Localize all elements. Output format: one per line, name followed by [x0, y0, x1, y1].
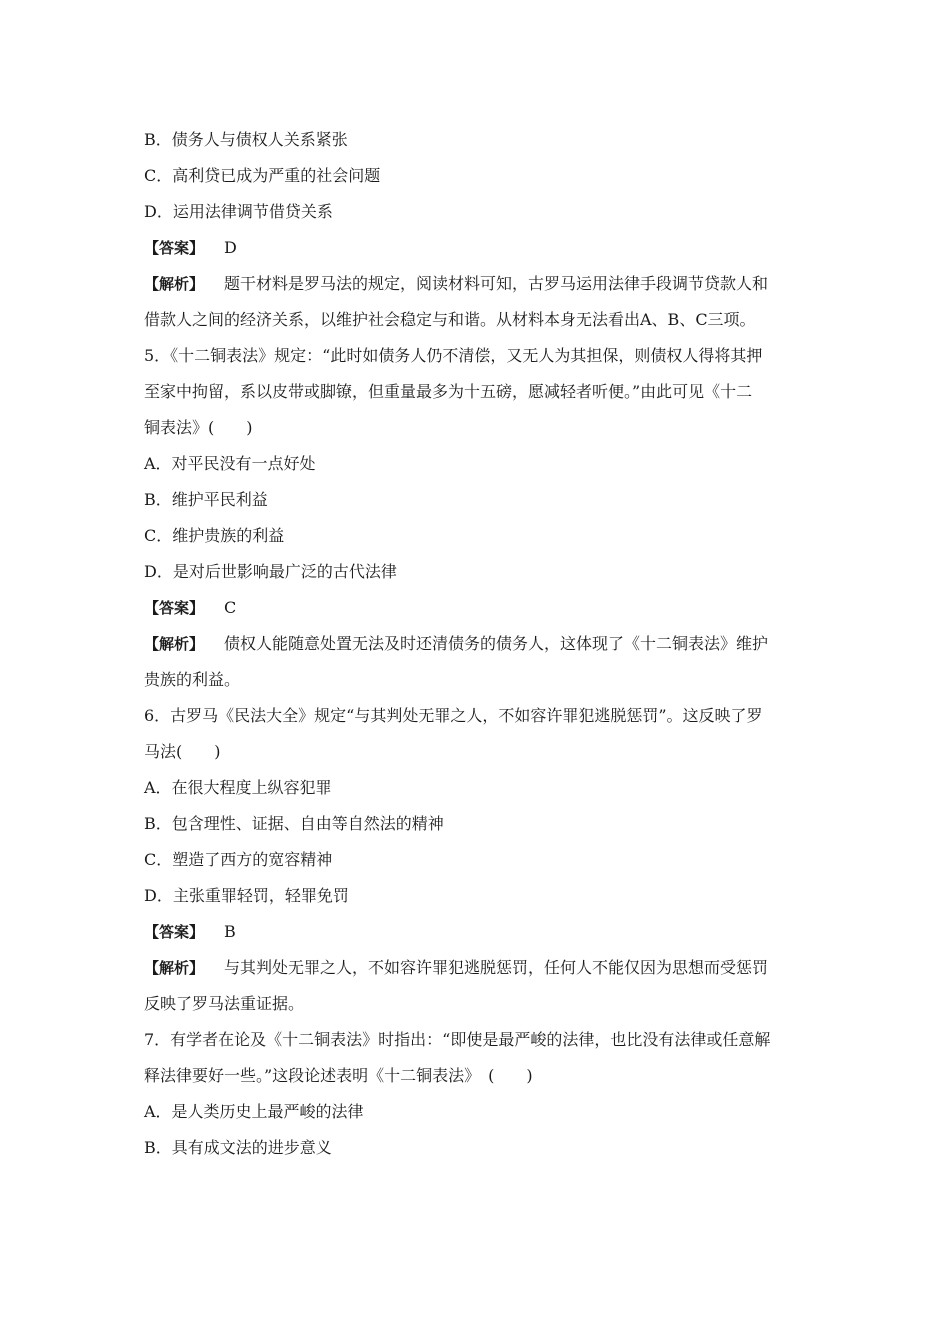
- question-5-line: 铜表法》( ): [144, 418, 253, 437]
- analysis-label: 【解析】: [144, 275, 205, 293]
- option-a: A．对平民没有一点好处: [144, 454, 316, 473]
- option-a: A．是人类历史上最严峻的法律: [144, 1102, 364, 1121]
- question-5-line: 至家中拘留，系以皮带或脚镣，但重量最多为十五磅，愿减轻者听便。”由此可见《十二: [144, 382, 753, 401]
- answer-line: [144, 230, 810, 266]
- question-5-line: 5．《十二铜表法》规定：“此时如债务人仍不清偿，又无人为其担保，则债权人得将其押: [144, 346, 763, 365]
- option-d: D．是对后世影响最广泛的古代法律: [144, 562, 397, 581]
- analysis-line: [144, 626, 810, 662]
- option-b: B．具有成文法的进步意义: [144, 1138, 332, 1157]
- answer-label: 【答案】: [144, 239, 205, 257]
- option-b: B．维护平民利益: [144, 490, 268, 509]
- option-b: B．包含理性、证据、自由等自然法的精神: [144, 814, 444, 833]
- question-6-line: 6．古罗马《民法大全》规定“与其判处无罪之人，不如容许罪犯逃脱惩罚”。这反映了罗: [144, 706, 763, 725]
- answer-value: C: [224, 598, 237, 617]
- question-7-line: 释法律要好一些。”这段论述表明《十二铜表法》 ( ): [144, 1066, 533, 1085]
- answer-label: 【答案】: [144, 599, 205, 617]
- option-c: C．塑造了西方的宽容精神: [144, 850, 333, 869]
- option-c: C．高利贷已成为严重的社会问题: [144, 166, 381, 185]
- option-d: D．主张重罪轻罚，轻罪免罚: [144, 886, 349, 905]
- analysis-text: 题干材料是罗马法的规定，阅读材料可知，古罗马运用法律手段调节贷款人和: [224, 274, 769, 293]
- answer-label: 【答案】: [144, 923, 205, 941]
- document-page: [144, 122, 810, 1166]
- analysis-line: 借款人之间的经济关系，以维护社会稳定与和谐。从材料本身无法看出A、B、C三项。: [144, 310, 756, 329]
- analysis-label: 【解析】: [144, 959, 205, 977]
- answer-line: [144, 590, 810, 626]
- analysis-text: 债权人能随意处置无法及时还清债务的债务人，这体现了《十二铜表法》维护: [224, 634, 769, 653]
- analysis-line: 反映了罗马法重证据。: [144, 994, 305, 1013]
- analysis-line: [144, 266, 810, 302]
- answer-value: D: [224, 238, 237, 257]
- question-7-line: 7．有学者在论及《十二铜表法》时指出：“即使是最严峻的法律，也比没有法律或任意解: [144, 1030, 771, 1049]
- question-6-line: 马法( ): [144, 742, 221, 761]
- option-b: B．债务人与债权人关系紧张: [144, 130, 348, 149]
- option-a: A．在很大程度上纵容犯罪: [144, 778, 332, 797]
- analysis-line: [144, 950, 810, 986]
- answer-line: [144, 914, 810, 950]
- option-d: D．运用法律调节借贷关系: [144, 202, 333, 221]
- analysis-line: 贵族的利益。: [144, 670, 241, 689]
- option-c: C．维护贵族的利益: [144, 526, 285, 545]
- analysis-text: 与其判处无罪之人，不如容许罪犯逃脱惩罚，任何人不能仅因为思想而受惩罚: [224, 958, 769, 977]
- answer-value: B: [224, 922, 236, 941]
- analysis-label: 【解析】: [144, 635, 205, 653]
